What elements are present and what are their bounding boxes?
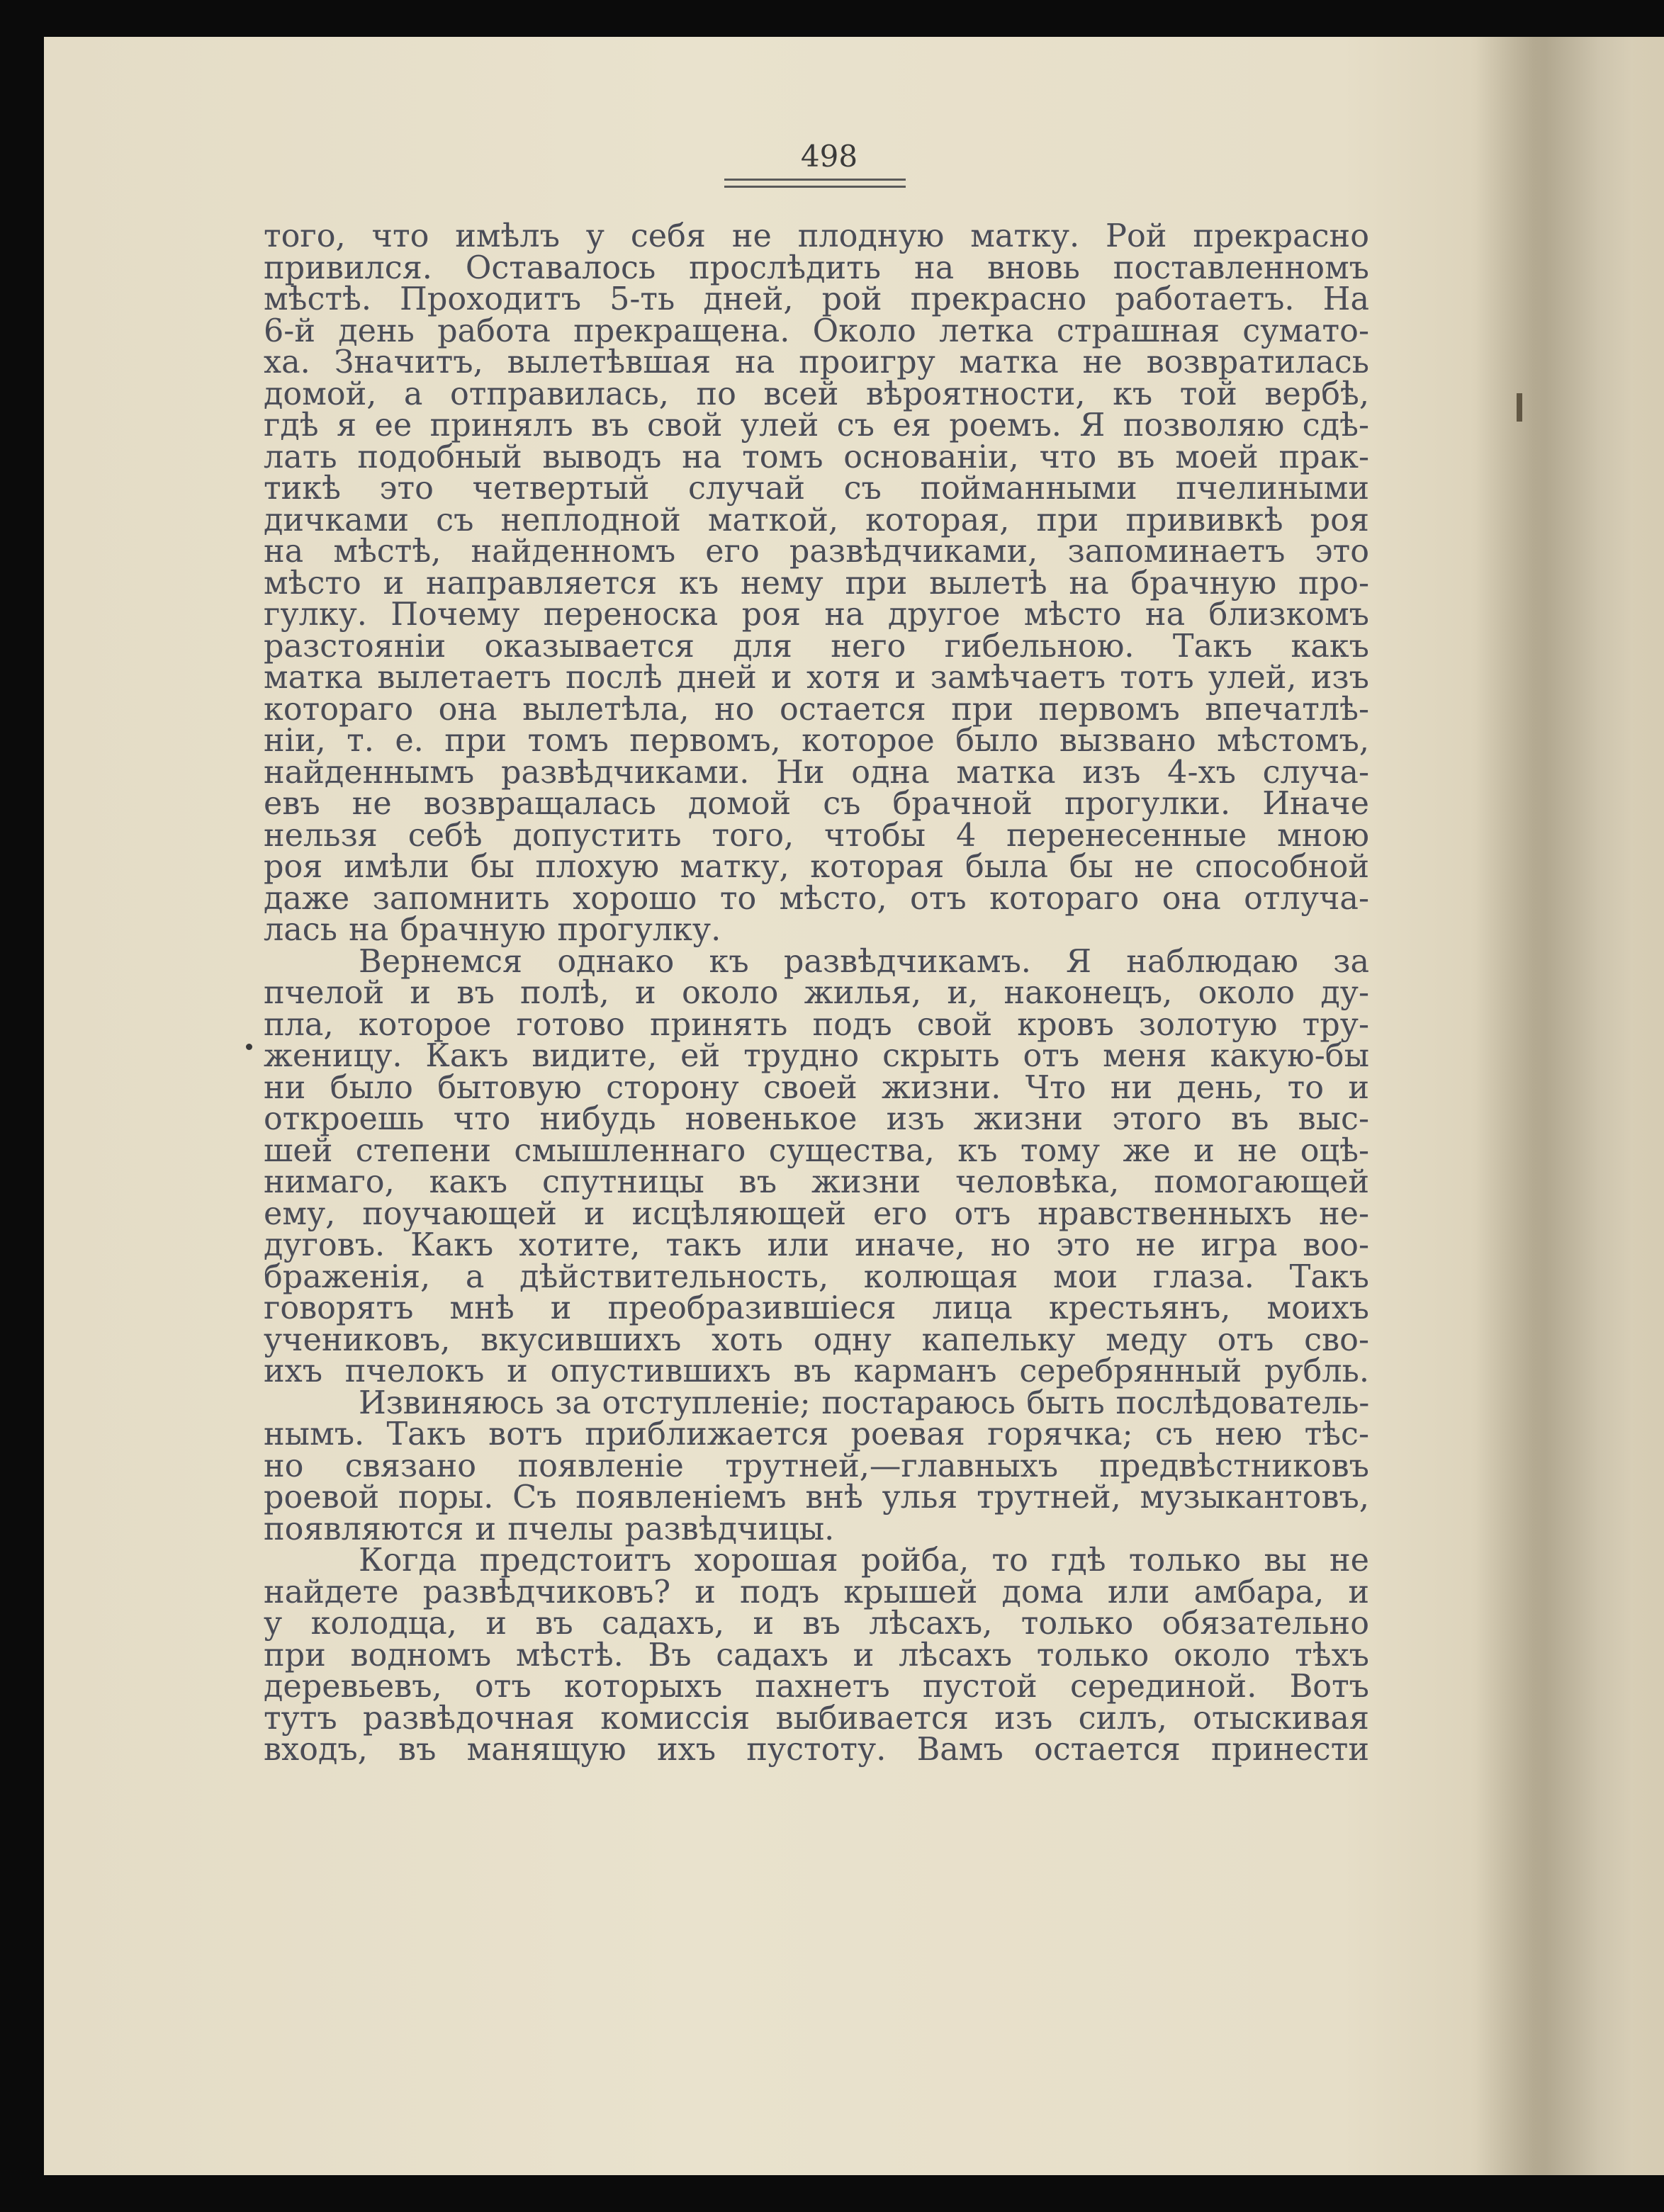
text-line: шей степени смышленнаго существа, къ тому же и не оцѣ- xyxy=(264,1132,1369,1169)
text-line: найденнымъ развѣдчиками. Ни одна матка изъ 4-хъ случа- xyxy=(264,754,1369,791)
text-line: учениковъ, вкусившихъ хоть одну капельку меду отъ сво- xyxy=(264,1321,1369,1358)
text-line: гдѣ я ее принялъ въ свой улей съ ея роемъ. Я позволяю сдѣ- xyxy=(264,407,1369,444)
text-line: женицу. Какъ видите, ей трудно скрыть отъ меня какую-бы xyxy=(264,1038,1369,1074)
text-line: котораго она вылетѣла, но остается при первомъ впечатлѣ- xyxy=(264,691,1369,728)
text-line: лать подобный выводъ на томъ основанiи, что въ моей прак- xyxy=(264,439,1369,475)
text-line: появляются и пчелы развѣдчицы. xyxy=(264,1511,835,1547)
text-line: ему, поучающей и исцѣляющей его отъ нравственныхъ не- xyxy=(264,1195,1369,1232)
text-line: дуговъ. Какъ хотите, такъ или иначе, но это не игра воо- xyxy=(264,1227,1369,1263)
margin-dot xyxy=(246,1044,252,1050)
page-number: 498 xyxy=(800,139,858,174)
text-line: нельзя себѣ допустить того, чтобы 4 перенесенные мною xyxy=(264,817,1369,854)
text-line: Вернемся однако къ развѣдчикамъ. Я наблюдаю за xyxy=(359,943,1369,980)
text-line: мѣсто и направляется къ нему при вылетѣ на брачную про- xyxy=(264,565,1369,602)
text-line: на мѣстѣ, найденномъ его развѣдчиками, запоминаетъ это xyxy=(264,534,1369,570)
text-line: нимаго, какъ спутницы въ жизни человѣка, помогающей xyxy=(264,1164,1369,1200)
text-line: роя имѣли бы плохую матку, которая была бы не способной xyxy=(264,849,1369,885)
text-line: евъ не возвращалась домой съ брачной прогулки. Иначе xyxy=(264,786,1369,822)
text-line: у колодца, и въ садахъ, и въ лѣсахъ, только обязательно xyxy=(264,1606,1369,1642)
text-line: роевой поры. Съ появленiемъ внѣ улья трутней, музыкантовъ, xyxy=(264,1479,1369,1516)
text-line: найдете развѣдчиковъ? и подъ крышей дома или амбара, и xyxy=(264,1574,1369,1610)
text-line: ха. Значитъ, вылетѣвшая на проигру матка не возвратилась xyxy=(264,344,1369,380)
text-line: ихъ пчелокъ и опустившихъ въ карманъ серебрянный рубль. xyxy=(264,1353,1369,1389)
body-text xyxy=(264,218,1369,1768)
text-line: браженiя, а дѣйствительность, колющая мои глаза. Такъ xyxy=(264,1258,1369,1295)
page-gutter-shadow xyxy=(1475,37,1631,2175)
text-line: гулку. Почему переноска роя на другое мѣсто на близкомъ xyxy=(264,597,1369,633)
text-line: дичками съ неплодной маткой, которая, при прививкѣ роя xyxy=(264,502,1369,538)
text-line: лась на брачную прогулку. xyxy=(264,912,721,948)
text-line: тикѣ это четвертый случай съ пойманными пчелиными xyxy=(264,470,1369,507)
text-line: говорятъ мнѣ и преобразившiеся лица крестьянъ, моихъ xyxy=(264,1290,1369,1326)
text-line: нымъ. Такъ вотъ приближается роевая горячка; съ нею тѣс- xyxy=(264,1416,1369,1452)
text-line: домой, а отправилась, по всей вѣроятности, къ той вербѣ, xyxy=(264,376,1369,412)
text-line: входъ, въ манящую ихъ пустоту. Вамъ остается принести xyxy=(264,1732,1369,1768)
header-rule-bottom xyxy=(724,186,906,188)
text-line: привился. Оставалось прослѣдить на вновь поставленномъ xyxy=(264,249,1369,286)
text-line: но связано появленiе трутней,—главныхъ предвѣстниковъ xyxy=(264,1448,1369,1484)
text-line: Извиняюсь за отступленiе; постараюсь быть послѣдователь- xyxy=(359,1384,1369,1421)
text-line: даже запомнить хорошо то мѣсто, отъ котораго она отлуча- xyxy=(264,880,1369,917)
text-line: разстоянiи оказывается для него гибельною. Такъ какъ xyxy=(264,628,1369,665)
text-line: Когда предстоитъ хорошая ройба, то гдѣ только вы не xyxy=(359,1542,1369,1579)
header-rule-top xyxy=(724,179,906,181)
text-line: 6-й день работа прекращена. Около летка страшная сумато- xyxy=(264,312,1369,349)
page-edge-mark xyxy=(1517,393,1522,422)
text-line: тутъ развѣдочная комиссiя выбивается изъ силъ, отыскивая xyxy=(264,1700,1369,1737)
text-line: при водномъ мѣстѣ. Въ садахъ и лѣсахъ только около тѣхъ xyxy=(264,1637,1369,1674)
text-line: деревьевъ, отъ которыхъ пахнетъ пустой серединой. Вотъ xyxy=(264,1669,1369,1705)
text-line: пла, которое готово принять подъ свой кровъ золотую тру- xyxy=(264,1006,1369,1043)
text-line: пчелой и въ полѣ, и около жилья, и, наконецъ, около ду- xyxy=(264,975,1369,1011)
text-line: того, что имѣлъ у себя не плодную матку. Рой прекрасно xyxy=(264,218,1369,254)
text-line: откроешь что нибудь новенькое изъ жизни этого въ выс- xyxy=(264,1101,1369,1137)
text-line: нiи, т. е. при томъ первомъ, которое было вызвано мѣстомъ, xyxy=(264,723,1369,759)
text-line: ни было бытовую сторону своей жизни. Что ни день, то и xyxy=(264,1069,1369,1106)
text-line: матка вылетаетъ послѣ дней и хотя и замѣчаетъ тотъ улей, изъ xyxy=(264,660,1369,696)
text-line: мѣстѣ. Проходитъ 5-ть дней, рой прекрасно работаетъ. На xyxy=(264,281,1369,317)
